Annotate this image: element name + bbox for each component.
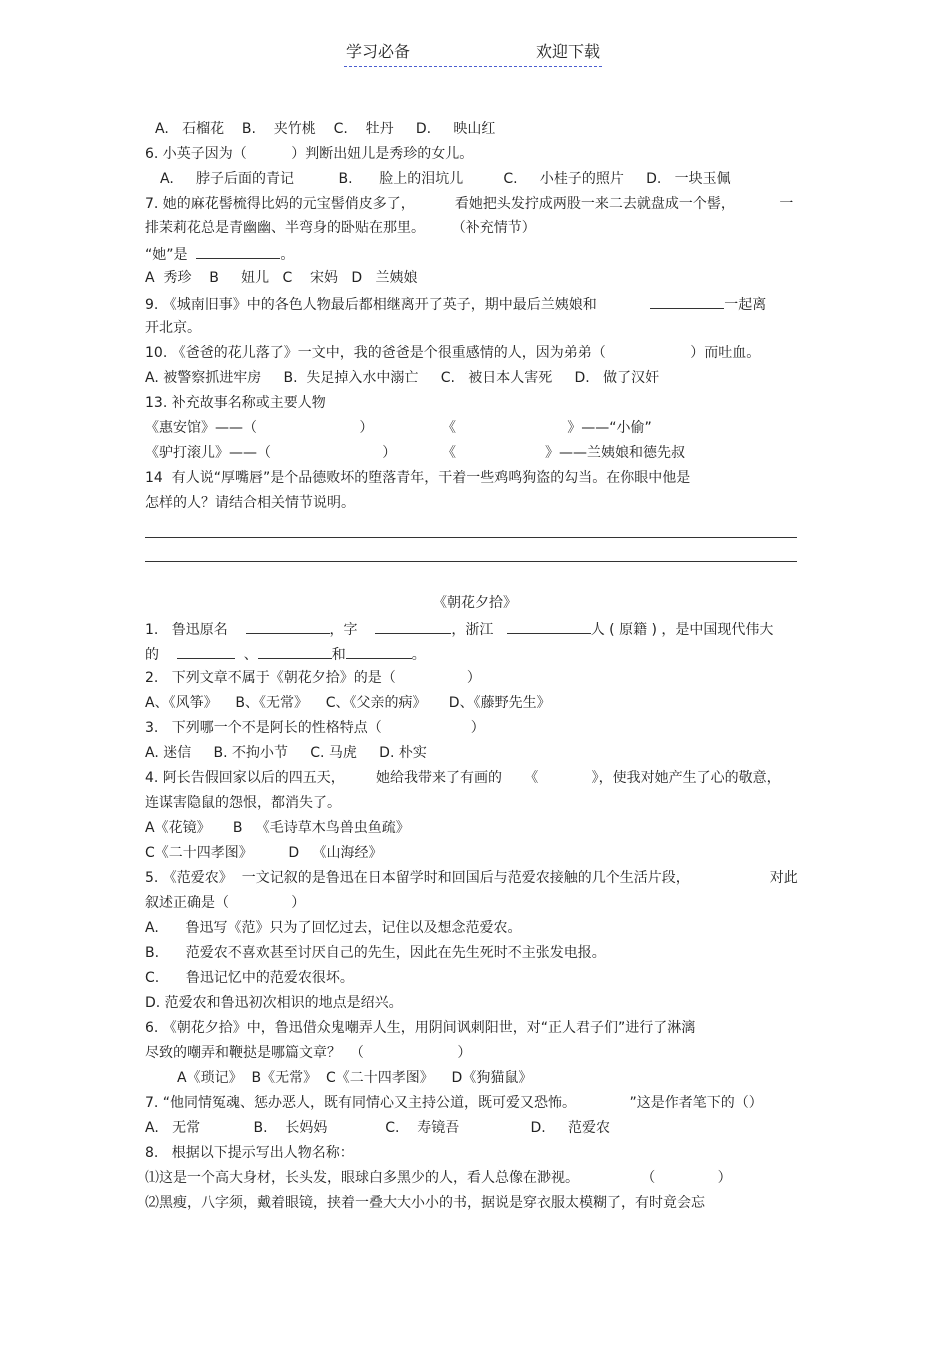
q2-options: A、《风筝》 B、《无常》 C、《父亲的病》 D、《藤野先生》 xyxy=(145,695,551,711)
q5-option-d: D. 范爱农和鲁迅初次相识的地点是绍兴。 xyxy=(145,995,403,1011)
q4-line-2: 连谋害隐鼠的怨恨，都消失了。 xyxy=(145,795,341,811)
q5-option-c: C. 鲁迅记忆中的范爱农很坏。 xyxy=(145,970,354,986)
q5-line-1: 5. 《范爱农》 一文记叙的是鲁迅在日本留学时和回国后与范爱农接触的几个生活片段， 对此 xyxy=(145,870,798,886)
q2-stem: 2. 下列文章不属于《朝花夕拾》的是（ ） xyxy=(145,670,481,686)
q5-line-2: 叙述正确是（ ） xyxy=(145,895,306,911)
q8-item-1: ⑴这是一个高大身材，长头发，眼球白多黑少的人，看人总像在渺视。 （ ） xyxy=(145,1170,732,1186)
q7-line-3 xyxy=(145,244,294,264)
q6-stem: 6. 小英子因为（ ）判断出妞儿是秀珍的女儿。 xyxy=(145,146,474,162)
q6-line-1: 6. 《朝花夕拾》中，鲁迅借众鬼嘲弄人生，用阴间讽刺阳世，对“正人君子们”进行了淋漓 xyxy=(145,1020,696,1036)
q1-line-1-a: 1. 鲁迅原名 xyxy=(145,622,228,638)
q1-line-2-a: 的 xyxy=(145,647,159,663)
q7-line-2: 排茉莉花总是青幽幽、半弯身的卧贴在那里。 （补充情节） xyxy=(145,220,536,236)
section-title: 《朝花夕拾》 xyxy=(433,595,517,611)
q1-blank-hometown[interactable] xyxy=(507,619,591,634)
q13-row2-left: 《驴打滚儿》——（ ） xyxy=(145,445,397,461)
q1-blank-zi[interactable] xyxy=(375,619,451,634)
q13-row1-right: 《 》——“小偷” xyxy=(442,420,652,436)
q1-line-2-c: 和 xyxy=(331,647,346,663)
q6-line-2: 尽致的嘲弄和鞭挞是哪篇文章？ （ ） xyxy=(145,1045,472,1061)
q1-line-1-c: ，浙江 xyxy=(451,622,494,638)
q1-line-1-d: 人 ( 原籍 ) ，是中国现代伟大 xyxy=(590,622,774,638)
q6-options: A. 脖子后面的青记 B. 脸上的泪坑儿 C. 小桂子的照片 D. 一块玉佩 xyxy=(160,171,731,187)
q1-line-2-b: 、 xyxy=(243,647,258,663)
q1-blank-role-3[interactable] xyxy=(346,644,412,659)
q3-options: A. 迷信 B. 不拘小节 C. 马虎 D. 朴实 xyxy=(145,745,427,761)
q1-blank-role-1[interactable] xyxy=(177,644,235,659)
q7-options: A 秀珍 B 妞儿 C 宋妈 D 兰姨娘 xyxy=(145,270,418,286)
q10-stem: 10. 《爸爸的花儿落了》一文中，我的爸爸是个很重感情的人，因为弟弟（ ）而吐血。 xyxy=(145,345,761,361)
page-header xyxy=(344,42,602,67)
q6-options: A《琐记》 B《无常》 C《二十四孝图》 D《狗猫鼠》 xyxy=(177,1070,533,1086)
q13-row2-right: 《 》——兰姨娘和德先叔 xyxy=(442,445,686,461)
q8-item-2: ⑵黑瘦，八字须，戴着眼镜，挟着一叠大大小小的书，据说是穿衣服太模糊了，有时竟会忘 xyxy=(145,1195,705,1211)
q3-stem: 3. 下列哪一个不是阿长的性格特点（ ） xyxy=(145,720,485,736)
q13-row1-left: 《惠安馆》——（ ） xyxy=(145,420,374,436)
q9-line-1-text: 9. 《城南旧事》中的各色人物最后都相继离开了英子，期中最后兰姨娘和 xyxy=(145,297,597,313)
q8-stem: 8. 根据以下提示写出人物名称： xyxy=(145,1145,354,1161)
q7-line-1: 7. 她的麻花髻梳得比妈的元宝髻俏皮多了， 看她把头发拧成两股一来二去就盘成一个髻， 一 xyxy=(145,196,794,212)
q5-option-a: A. 鲁迅写《范》只为了回忆过去，记住以及想念范爱农。 xyxy=(145,920,522,936)
q1-line-2-d: 。 xyxy=(411,647,426,663)
q5-options: A. 石榴花 B. 夹竹桃 C. 牡丹 D. 映山红 xyxy=(155,121,496,137)
q14-answer-line-1[interactable] xyxy=(145,537,797,538)
q5-option-b: B. 范爱农不喜欢甚至讨厌自己的先生，因此在先生死时不主张发电报。 xyxy=(145,945,606,961)
q1-line-2 xyxy=(145,644,426,664)
header-right-text: 欢迎下载 xyxy=(535,42,600,61)
q1-line-1 xyxy=(145,619,773,639)
q9-line-1-end: 一起离 xyxy=(724,297,767,313)
q14-line-1: 14 有人说“厚嘴唇”是个品德败坏的堕落青年，干着一些鸡鸣狗盗的勾当。在你眼中他是 xyxy=(145,470,691,486)
q4-options-2: C《二十四孝图》 D 《山海经》 xyxy=(145,845,383,861)
q9-line-1 xyxy=(145,294,766,314)
q14-line-2: 怎样的人？请结合相关情节说明。 xyxy=(145,495,355,511)
q7-line-3-suffix: 。 xyxy=(280,247,295,263)
q9-answer-blank[interactable] xyxy=(650,294,724,309)
q4-line-1: 4. 阿长告假回家以后的四五天， 她给我带来了有画的 《 》，使我对她产生了心的敬意， xyxy=(145,770,781,786)
q1-blank-role-2[interactable] xyxy=(258,644,332,659)
q9-line-2: 开北京。 xyxy=(145,320,201,336)
q4-options-1: A《花镜》 B 《毛诗草木鸟兽虫鱼疏》 xyxy=(145,820,410,836)
q13-stem: 13. 补充故事名称或主要人物 xyxy=(145,395,326,411)
q7-answer-blank[interactable] xyxy=(196,244,280,259)
q10-options: A. 被警察抓进牢房 B. 失足掉入水中溺亡 C. 被日本人害死 D. 做了汉奸 xyxy=(145,370,660,386)
q7-line: 7. “他同情冤魂、惩办恶人，既有同情心又主持公道，既可爱又恐怖。 ”这是作者笔下的（） xyxy=(145,1095,763,1111)
q14-answer-line-2[interactable] xyxy=(145,561,797,562)
header-left-text: 学习必备 xyxy=(346,42,411,61)
q7-line-3-prefix: “她”是 xyxy=(145,247,188,263)
q1-blank-name[interactable] xyxy=(246,619,330,634)
q1-line-1-b: ，字 xyxy=(329,622,358,638)
q7-options-p2: A. 无常 B. 长妈妈 C. 寿镜吾 D. 范爱农 xyxy=(145,1120,610,1136)
